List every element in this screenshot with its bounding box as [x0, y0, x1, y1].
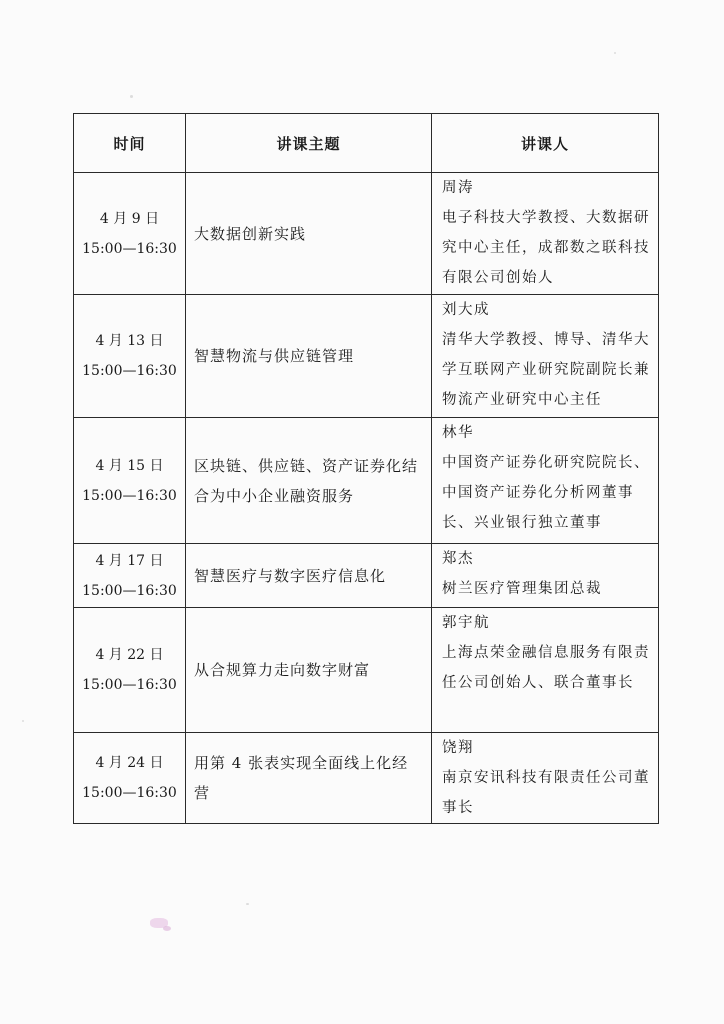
time-cell [74, 608, 186, 733]
speaker-cell [432, 418, 659, 544]
speaker-title: 上海点荣金融信息服务有限责任公司创始人、联合董事长 [442, 645, 650, 691]
speaker-cell [432, 608, 659, 733]
header-topic: 讲课主题 [186, 114, 432, 173]
lecture-date: 4 月 17 日 [95, 552, 164, 569]
header-speaker: 讲课人 [432, 114, 659, 173]
lecture-hours: 15:00—16:30 [82, 582, 177, 599]
speaker-cell [432, 733, 659, 824]
scan-speck [246, 903, 249, 905]
speaker-title: 清华大学教授、博导、清华大学互联网产业研究院副院长兼物流产业研究中心主任 [442, 332, 650, 408]
lecture-topic: 从合规算力走向数字财富 [186, 608, 432, 733]
speaker-title: 电子科技大学教授、大数据研究中心主任，成都数之联科技有限公司创始人 [442, 210, 650, 286]
lecture-date: 4 月 24 日 [95, 755, 164, 771]
lecture-hours: 15:00—16:30 [82, 785, 177, 801]
table-header-row [74, 114, 659, 173]
time-cell [74, 544, 186, 608]
speaker-title: 南京安讯科技有限责任公司董事长 [442, 770, 650, 816]
time-cell [74, 733, 186, 824]
table-row [74, 544, 659, 608]
time-cell [74, 295, 186, 418]
scan-speck [614, 52, 616, 54]
speaker-name: 郑杰 [442, 551, 474, 567]
scan-speck [130, 95, 133, 98]
speaker-name: 刘大成 [442, 302, 490, 318]
lecture-hours: 15:00—16:30 [82, 487, 177, 504]
lecture-topic: 智慧医疗与数字医疗信息化 [186, 544, 432, 608]
time-cell [74, 173, 186, 295]
scan-smudge [163, 926, 171, 931]
speaker-name: 饶翔 [442, 740, 474, 756]
lecture-hours: 15:00—16:30 [82, 240, 177, 257]
lecture-topic: 大数据创新实践 [186, 173, 432, 295]
lecture-hours: 15:00—16:30 [82, 677, 177, 693]
time-cell [74, 418, 186, 544]
lecture-date: 4 月 13 日 [95, 333, 164, 349]
speaker-name: 周涛 [442, 180, 474, 196]
header-time: 时间 [74, 114, 186, 173]
table-row [74, 418, 659, 544]
lecture-topic: 智慧物流与供应链管理 [186, 295, 432, 418]
lecture-date: 4 月 15 日 [95, 457, 164, 474]
table-row [74, 733, 659, 824]
table-row [74, 608, 659, 733]
speaker-cell [432, 295, 659, 418]
scan-speck [22, 720, 24, 722]
speaker-name: 林华 [442, 425, 474, 441]
table-row [74, 173, 659, 295]
speaker-title: 中国资产证券化研究院院长、中国资产证券化分析网董事长、兴业银行独立董事 [442, 455, 650, 531]
speaker-cell [432, 173, 659, 295]
lecture-topic: 用第 4 张表实现全面线上化经营 [186, 733, 432, 824]
lecture-date: 4 月 22 日 [95, 647, 164, 663]
speaker-title: 树兰医疗管理集团总裁 [442, 581, 602, 597]
speaker-name: 郭宇航 [442, 615, 490, 631]
lecture-schedule-table [73, 113, 659, 824]
lecture-date: 4 月 9 日 [99, 210, 160, 227]
speaker-cell [432, 544, 659, 608]
lecture-hours: 15:00—16:30 [82, 363, 177, 379]
table-row [74, 295, 659, 418]
lecture-topic: 区块链、供应链、资产证券化结合为中小企业融资服务 [186, 418, 432, 544]
